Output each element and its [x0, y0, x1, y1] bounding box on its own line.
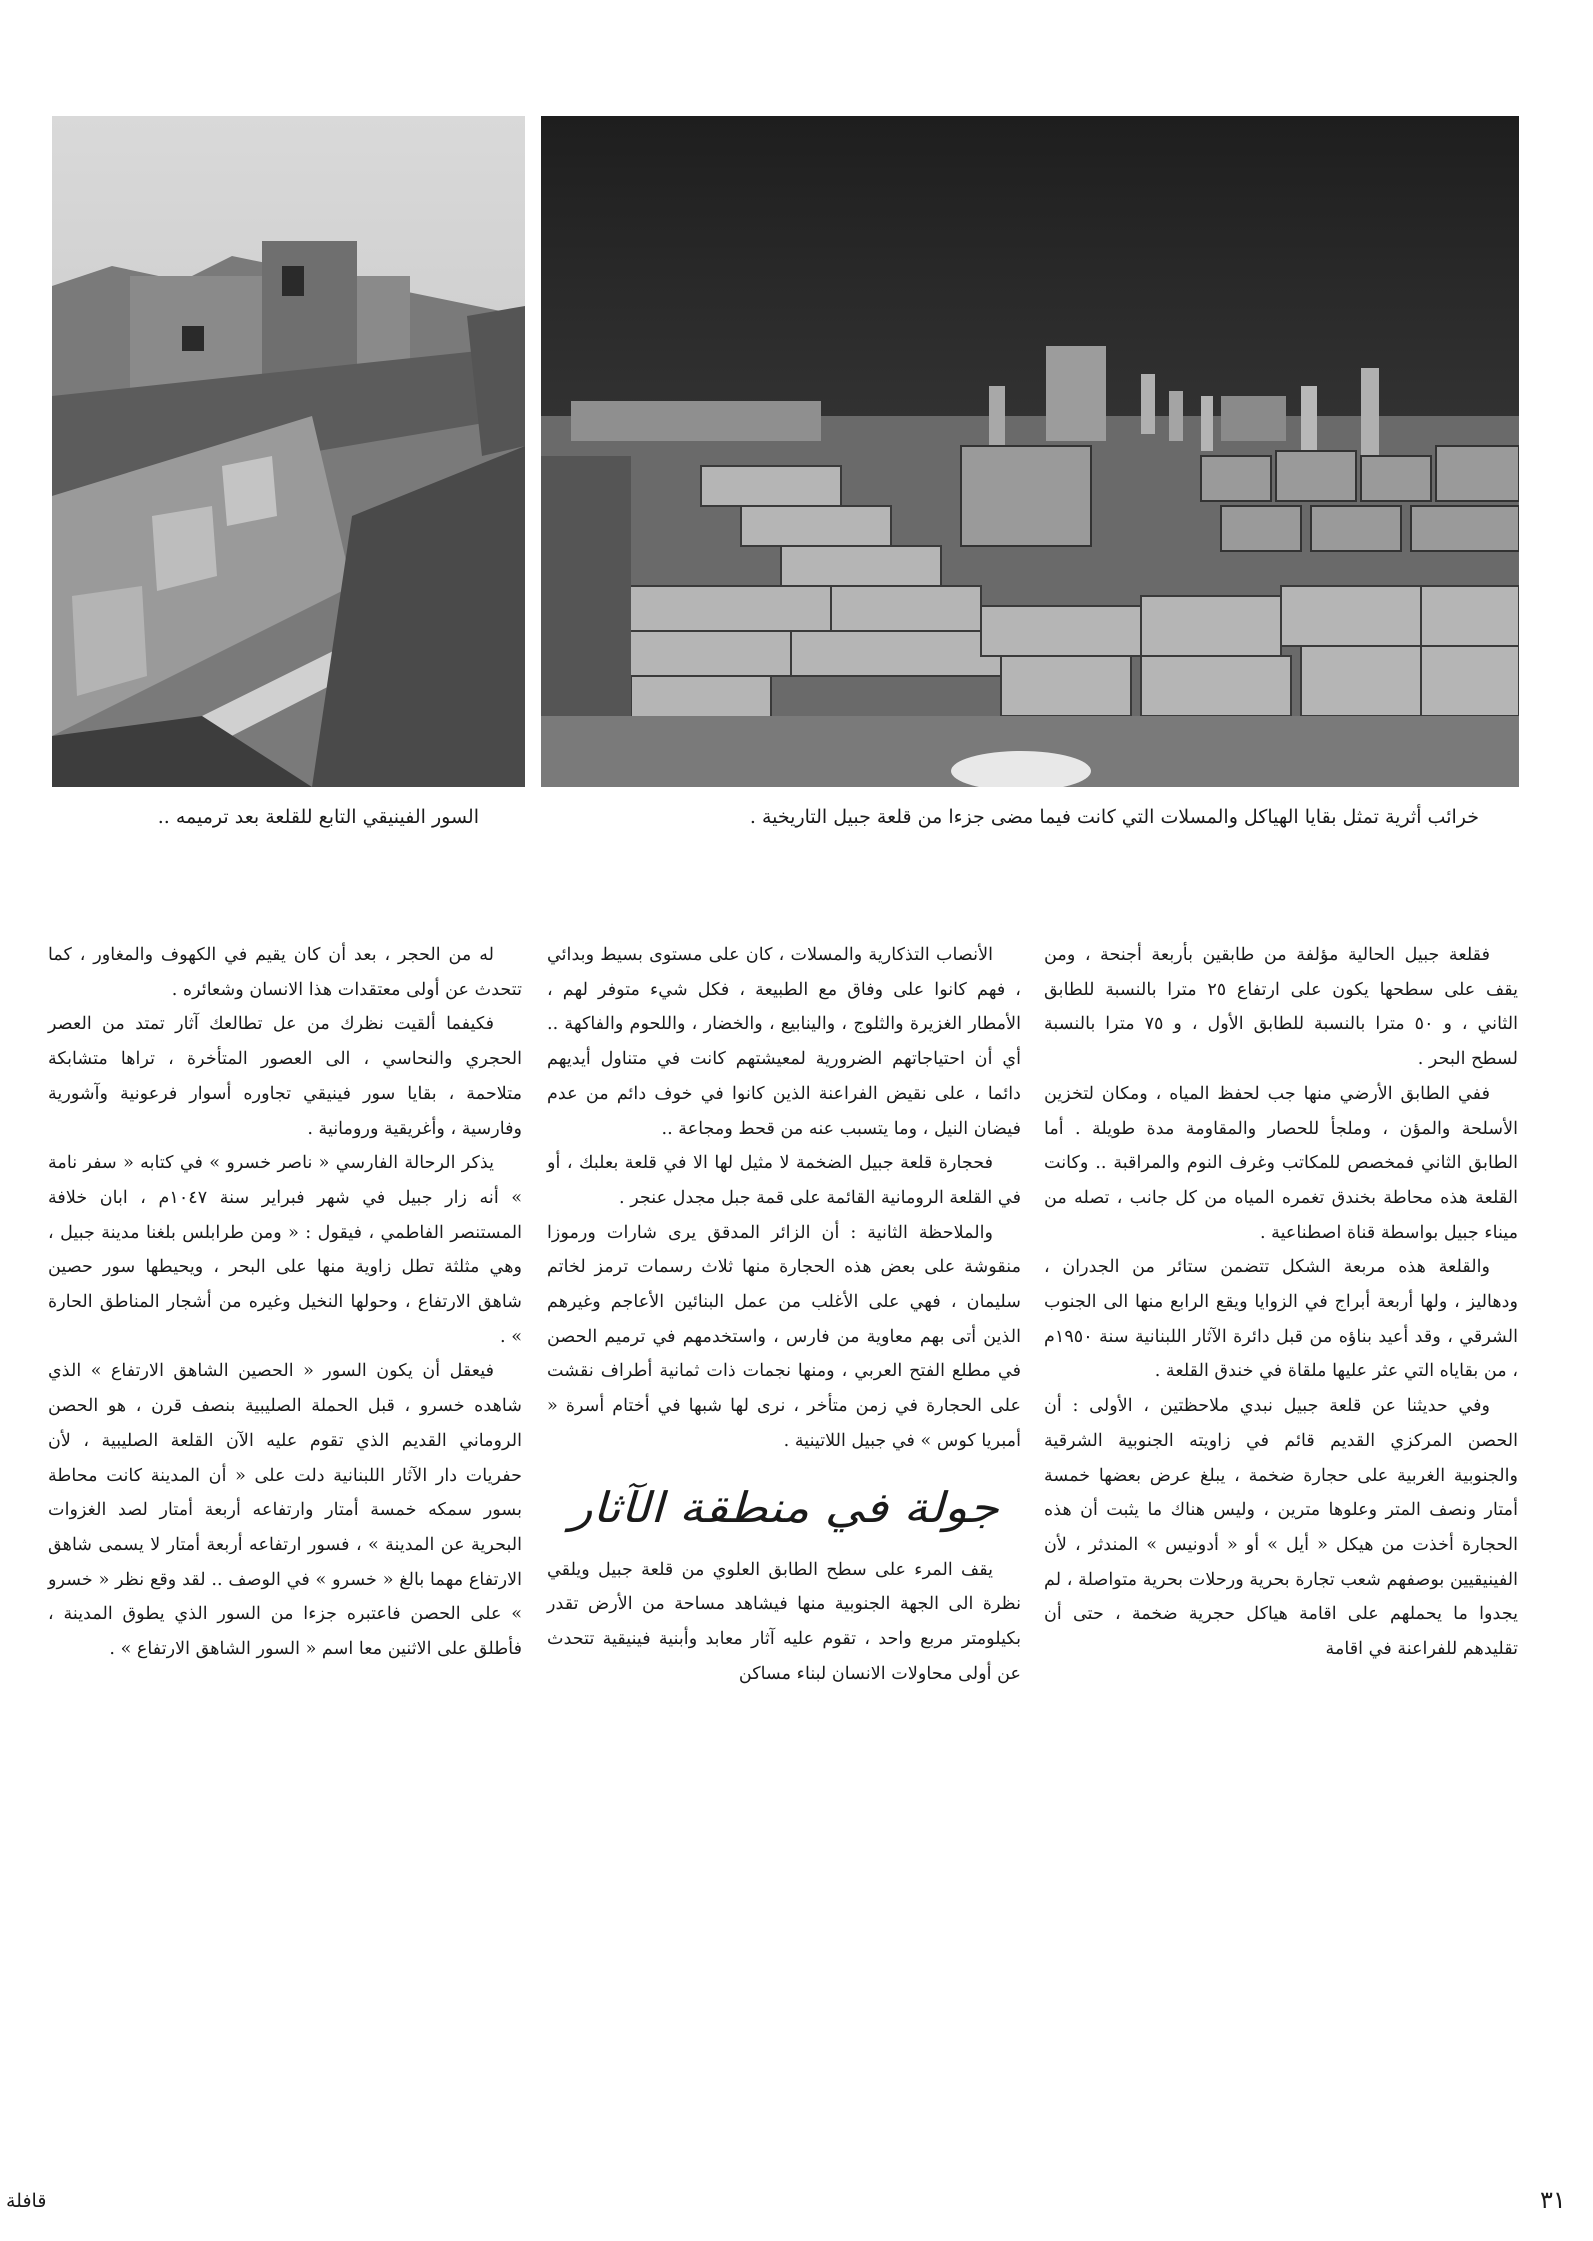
paragraph: الأنصاب التذكارية والمسلات ، كان على مستوى بسيط وبدائي ، فهم كانوا على وفاق مع الطبيعة ، فكل شيء متوفر لهم ، الأمطار الغزيرة والثلوج ، والينابيع ، والخضار ، واللحوم والفاكهة .. أي أن احتياجاتهم الضرورية لمعيشتهم كانت في متناول أيديهم دائما ، على نقيض الفراعنة الذين كانوا في خوف دائم من عدم فيضان النيل ، وما يتسبب عنه من قحط ومجاعة .. — [547, 945, 1021, 1139]
paragraph: يذكر الرحالة الفارسي « ناصر خسرو » في كتابه « سفر نامة » أنه زار جبيل في شهر فبراير سنة ١٠٤٧م ، ابان خلافة المستنصر الفاطمي ، فيقول : « ومن طرابلس بلغنا مدينة جبيل ، وهي مثلثة تطل زاوية منها على البحر ، ويحيطها سور حصين شاهق الارتفاع ، وحولها النخيل وغيره من أشجار المناطق الحارة » . — [48, 1153, 522, 1347]
paragraph: ففي الطابق الأرضي منها جب لحفظ المياه ، ومكان لتخزين الأسلحة والمؤن ، وملجأ للحصار والمقاومة مدة طويلة . أما الطابق الثاني فمخصص للمكاتب وغرف النوم والمراقبة .. وكانت القلعة هذه محاطة بخندق تغمره المياه من كل جانب ، تصله من ميناء جبيل بواسطة قناة اصطناعية . — [1044, 1083, 1518, 1243]
text-column-middle — [547, 938, 1021, 1691]
paragraph: فحجارة قلعة جبيل الضخمة لا مثيل لها الا في قلعة بعلبك ، أو في القلعة الرومانية القائمة على قمة جبل مجدل عنجر . — [547, 1153, 1021, 1208]
paragraph: وفي حديثنا عن قلعة جبيل نبدي ملاحظتين ، الأولى : أن الحصن المركزي القديم قائم في زاويته الجنوبية الشرقية والجنوبية الغربية على حجارة ضخمة ، يبلغ عرض بعضها خمسة أمتار ونصف المتر وعلوها مترين ، وليس هناك ما يثبت أن هذه الحجارة أخذت من هيكل « أيل » أو « أدونيس » المندثر ، لأن الفينيقيين بوصفهم شعب تجارة بحرية ورحلات بحرية متواصلة ، لم يجدوا ما يحملهم على اقامة هياكل حجرية ضخمة ، حتى أن تقليدهم للفراعنة في اقامة — [1044, 1396, 1518, 1660]
paragraph: فكيفما ألقيت نظرك من عل تطالعك آثار تمتد من العصر الحجري والنحاسي ، الى العصور المتأخرة ، تراها متشابكة متلاحمة ، بقايا سور فينيقي تجاوره أسوار فرعونية وآشورية وفارسية ، وأغريقية ورومانية . — [48, 1014, 522, 1139]
caption-castle-wall: السور الفينيقي التابع للقلعة بعد ترميمه .. — [157, 806, 479, 828]
paragraph: والملاحظة الثانية : أن الزائر المدقق يرى شارات ورموزا منقوشة على بعض هذه الحجارة منها ثلاث رسمات ترمز لخاتم سليمان ، فهي على الأغلب من عمل البنائين الأعاجم وغيرهم الذين أتى بهم معاوية من فارس ، واستخدمهم في ترميم الحصن في مطلع الفتح العربي ، ومنها نجمات ذات ثمانية أطراف نقشت على الحجارة في زمن متأخر ، نرى لها شبها في أختام أسرة « أمبريا كوس » في جبيل اللاتينية . — [547, 1222, 1021, 1451]
photo-ruins — [541, 116, 1519, 787]
text-column-left — [48, 938, 522, 1667]
caption-ruins: خرائب أثرية تمثل بقايا الهياكل والمسلات التي كانت فيما مضى جزءا من قلعة جبيل التاريخية . — [749, 806, 1479, 828]
paragraph: يقف المرء على سطح الطابق العلوي من قلعة جبيل ويلقي نظرة الى الجهة الجنوبية منها فيشاهد مساحة من الأرض تقدر بكيلومتر مربع واحد ، تقوم عليه آثار معابد وأبنية فينيقية تتحدث عن أولى محاولات الانسان لبناء مساكن — [547, 1559, 1021, 1684]
paragraph: فقلعة جبيل الحالية مؤلفة من طابقين بأربعة أجنحة ، ومن يقف على سطحها يكون على ارتفاع ٢٥ مترا بالنسبة للطابق الثاني ، و ٥٠ مترا بالنسبة للطابق الأول ، و ٧٥ مترا بالنسبة لسطح البحر . — [1044, 945, 1518, 1070]
paragraph: له من الحجر ، بعد أن كان يقيم في الكهوف والمغاور ، كما تتحدث عن أولى معتقدات هذا الانسان وشعائره . — [48, 945, 522, 1000]
magazine-name: قافلة — [6, 2190, 47, 2212]
paragraph: والقلعة هذه مربعة الشكل تتضمن ستائر من الجدران ، ودهاليز ، ولها أربعة أبراج في الزوايا ويقع الرابع منها الى الجنوب الشرقي ، وقد أعيد بناؤه من قبل دائرة الآثار اللبنانية سنة ١٩٥٠م ، من بقاياه التي عثر عليها ملقاة في خندق القلعة . — [1044, 1257, 1518, 1382]
text-column-right — [1044, 938, 1518, 1667]
page-number: ٣١ — [1540, 2186, 1566, 2214]
paragraph: فيعقل أن يكون السور « الحصين الشاهق الارتفاع » الذي شاهده خسرو ، قبل الحملة الصليبية بنصف قرن ، هو الحصن الروماني القديم الذي تقوم عليه الآن القلعة الصليبية ، لأن حفريات دار الآثار اللبنانية دلت على « أن المدينة كانت محاطة بسور سمكه خمسة أمتار وارتفاعه أربعة أمتار لصد الغزوات البحرية عن المدينة » ، فسور ارتفاعه أربعة أمتار لا يسمى شاهق الارتفاع مهما بالغ « خسرو » في الوصف .. لقد وقع نظر « خسرو » على الحصن فاعتبره جزءا من السور الذي يطوق المدينة ، فأطلق على الاثنين معا اسم « السور الشاهق الارتفاع » . — [48, 1361, 522, 1660]
photo-castle-wall — [52, 116, 525, 787]
section-heading: جولة في منطقة الآثار — [569, 1482, 999, 1532]
